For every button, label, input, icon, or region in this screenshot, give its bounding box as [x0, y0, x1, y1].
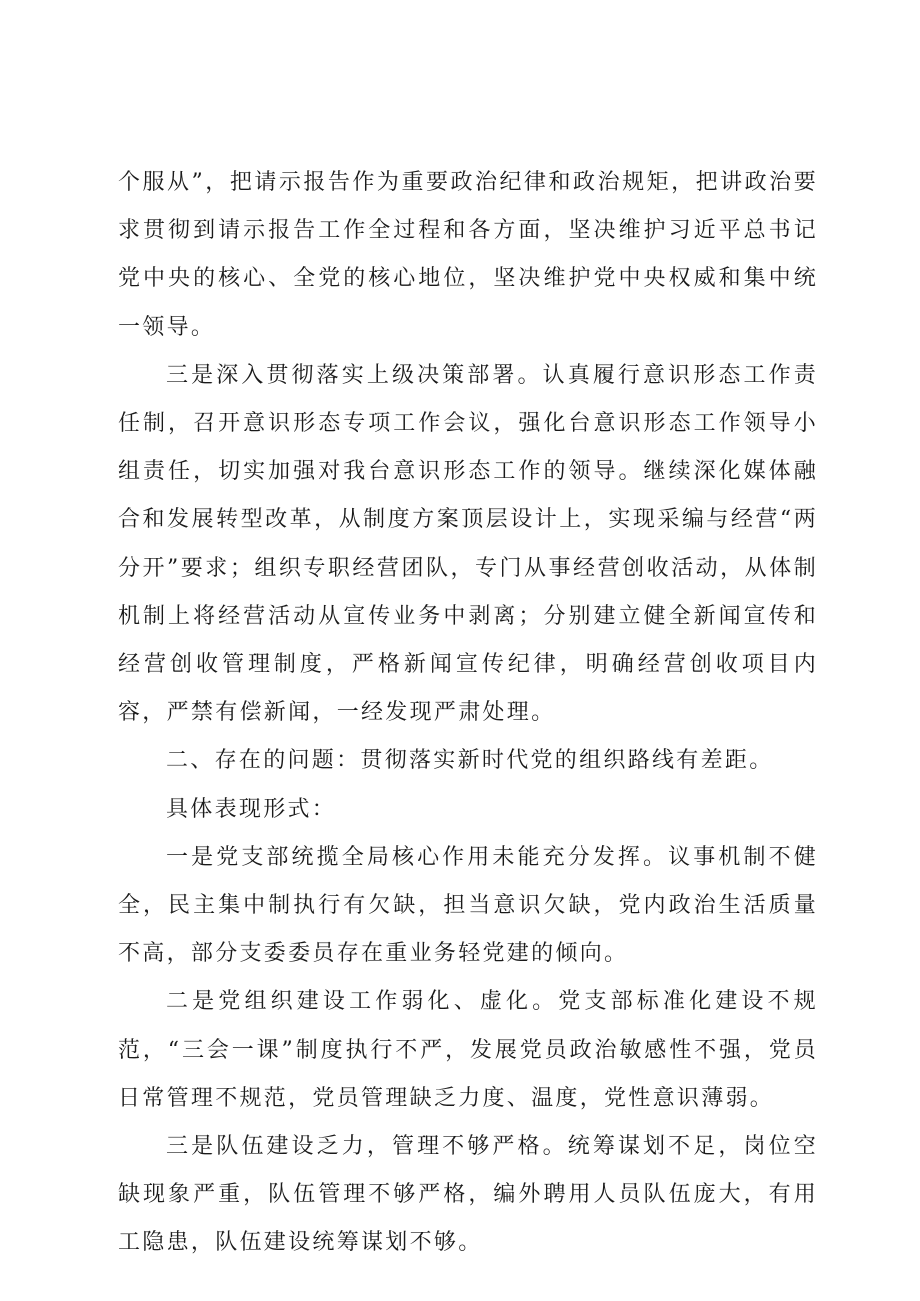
- paragraph-point-three-decisions: 三是深入贯彻落实上级决策部署。认真履行意识形态工作责任制，召开意识形态专项工作会议，强化台意识形态工作领导小组责任，切实加强对我台意识形态工作的领导。继续深化媒体融合和发展转型改革，从制度方案顶层设计上，实现采编与经营“两分开”要求；组织专职经营团队，专门从事经营创收活动，从体制机制上将经营活动从宣传业务中剥离；分别建立健全新闻宣传和经营创收管理制度，严格新闻宣传纪律，明确经营创收项目内容，严禁有偿新闻，一经发现严肃处理。: [118, 362, 818, 726]
- section-heading-problems: 二、存在的问题：贯彻落实新时代党的组织路线有差距。: [166, 748, 774, 774]
- document-body: [118, 159, 818, 1268]
- paragraph-continuation: 个服从”，把请示报告作为重要政治纪律和政治规矩，把讲政治要求贯彻到请示报告工作全过程和各方面，坚决维护习近平总书记党中央的核心、全党的核心地位，坚决维护党中央权威和集中统一领导。: [118, 170, 818, 340]
- paragraph-problem-three: 三是队伍建设乏力，管理不够严格。统筹谋划不足，岗位空缺现象严重，队伍管理不够严格，编外聘用人员队伍庞大，有用工隐患，队伍建设统筹谋划不够。: [118, 1134, 818, 1256]
- paragraph-problem-two: 二是党组织建设工作弱化、虚化。党支部标准化建设不规范，“三会一课”制度执行不严，发展党员政治敏感性不强，党员日常管理不规范，党员管理缺乏力度、温度，党性意识薄弱。: [118, 989, 818, 1111]
- subheading-manifestations: 具体表现形式：: [166, 796, 337, 822]
- paragraph-problem-one: 一是党支部统揽全局核心作用未能充分发挥。议事机制不健全，民主集中制执行有欠缺，担当意识欠缺，党内政治生活质量不高，部分支委委员存在重业务轻党建的倾向。: [118, 844, 818, 967]
